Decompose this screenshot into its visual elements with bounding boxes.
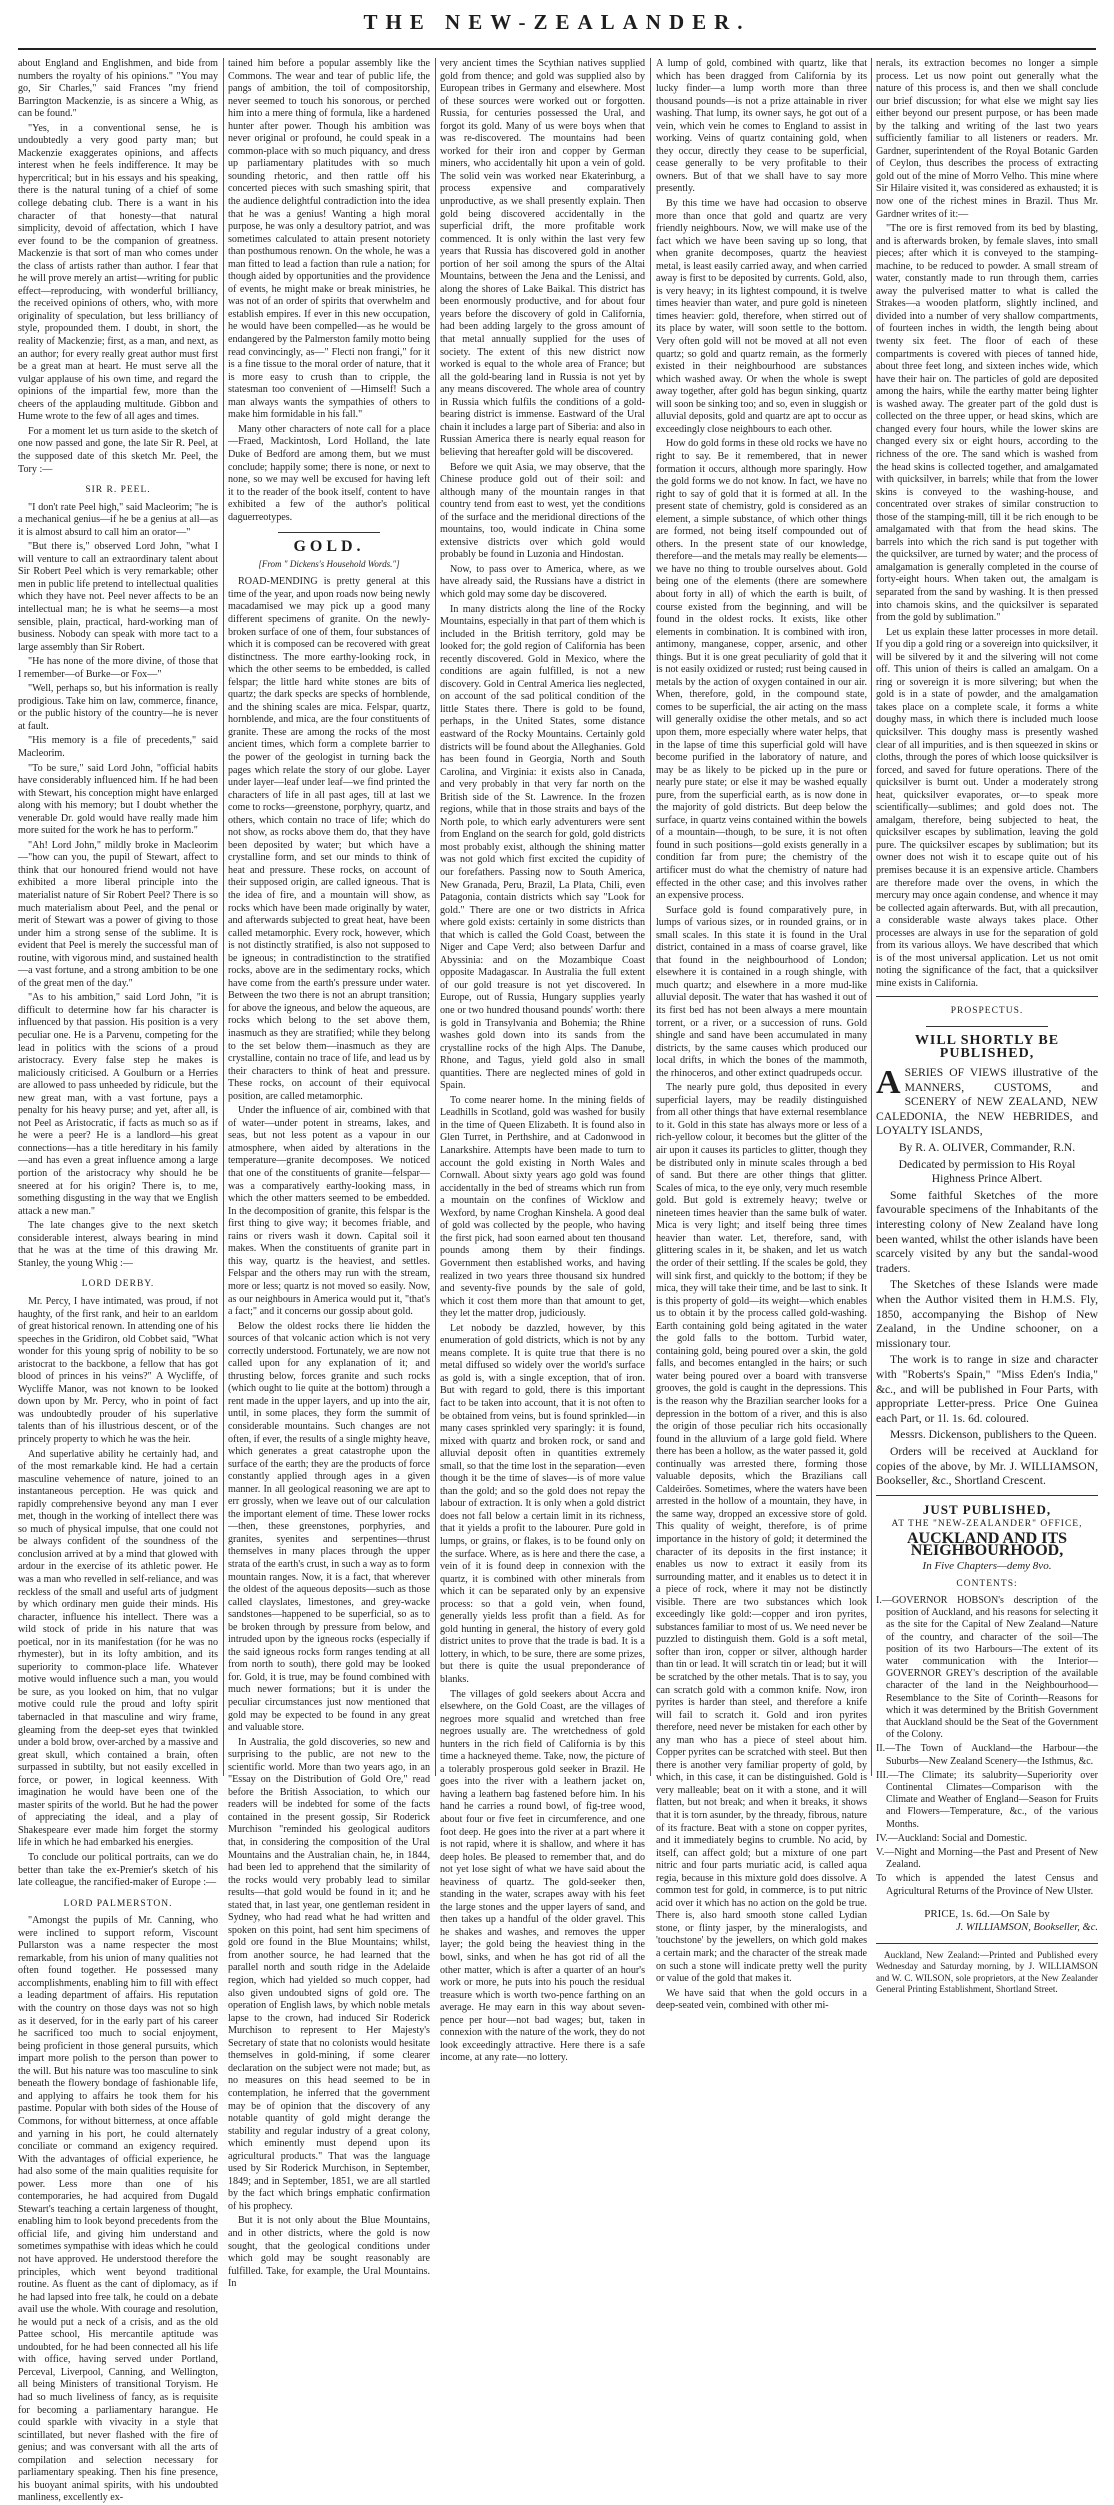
masthead — [0, 0, 1114, 52]
paragraph: The Sketches of these Islands were made when the Author visited them in H.M.S. Fly, 1850, accompanying the Bishop of New Zealand, in the Undine schooner, on a missionary tour. — [876, 1278, 1098, 1350]
subheading-lord-derby: LORD DERBY. — [81, 1279, 155, 1290]
divider — [876, 996, 1098, 997]
prospectus-author: By R. A. OLIVER, Commander, R.N. — [898, 1141, 1076, 1155]
paragraph: "Amongst the pupils of Mr. Canning, who were inclined to support reform, Viscount Pullarston was a name respecter the most remarkable, from his union of many qualities not often found together. He possessed many accomplishments, enabling him to fill with effect a leading department of affairs. His reputation with the country on those days was not so high as it deserved, for in the early part of his career he sacrificed too much to social enjoyment, being proficient in those general pursuits, which impart more polish to the person than power to the will. But his nature was too masculine to sink beneath the flowery bondage of fashionable life, and applying to affairs he took them for his pastime. Popular with both sides of the House of Commons, for without bitterness, at once affable and yarning in his port, he could alternately conciliate or command an exigency required. With the advantages of official experience, he had also some of the main qualities requisite for power. Less more than one of his contemporaries, he had acquired from Dugald Stewart's teaching a certain largeness of thought, enabling him to look beyond precedents from the official life, and giving him understand and sometimes sympathise with ideas which he could not have approved. He understood therefore the principles, which went beyond traditional routine. As fluent as the cant of diplomacy, as if he had lapsed into free talk, he could on a debate avail use the whole. With courage and resolution, he would put a neck of a crisis, and as the old Pattee school, His mercantile aptitude was undoubted, for he had been connected all his life with office, having served under Portland, Perceval, Liverpool, Canning, and Wellington, all being Ministers of transitional Toryism. He had so much liveliness of fancy, as is requisite for becoming a parliamentary harangue. He could sparkle with vivacity in a style that scintillated, but never flashed with the fire of genius; and was conversant with all the arts of compilation and selection necessary for parliamentary speaking. Then his fine presence, his buoyant animal spirits, with his undoubted manliness, excellently ex- — [18, 1915, 218, 2504]
column-2 — [228, 58, 430, 2290]
price-line: PRICE, 1s. 6d.—On Sale by — [924, 1907, 1050, 1920]
paragraph: For a moment let us turn aside to the sketch of one now passed and gone, the late Sir R. Peel, at the supposed date of this sketch Mr. Peel, the Tory :— — [18, 425, 218, 475]
paragraph: "To be sure," said Lord John, "official habits have considerably influenced him. If he had been with Stewart, his conception might have enlarged along with his memory; but I doubt whether the venerable Dr. gold would have really made him more suited for the work he has to perform." — [18, 762, 218, 837]
contents-item: V.—Night and Morning—the Past and Present of New Zealand. — [876, 1847, 1098, 1871]
paragraph: very ancient times the Scythian natives supplied gold from thence; and gold was supplied also by European tribes in Germany and elsewhere. Most of these sources were worked out or forgotten. Russia, for centuries possessed the Ural, and forgot its gold. Many of us were boys when that was re-discovered. The mountains had been worked for their iron and copper by German miners, who accidentally hit upon a vein of gold. The solid vein was worked near Ekaterinburg, a process expensive and comparatively unproductive, as we shall presently explain. Then gold being discovered accidentally in the superficial drift, the more profitable work commenced. It is only within the last very few years that Russia has discovered gold in another portion of her soil among the spurs of the Altai Mountains, between the Jena and the Lenissi, and along the shores of Lake Baikal. This district has been enormously productive, and for about four years before the discovery of gold in California, had been adding largely to the gross amount of that metal annually supplied for the uses of society. The extent of this new district now worked is equal to the whole area of France; but all the gold-bearing land in Russia is not yet by any means discovered. The whole area of country in Russia which fulfils the conditions of a gold-bearing district is immense. Eastward of the Ural chain it includes a large part of Siberia: and also in Russian America there is nearly equal reason for believing that hereafter gold will be discovered. — [440, 58, 645, 458]
column-3 — [440, 58, 645, 2064]
paragraph: To come nearer home. In the mining fields of Leadhills in Scotland, gold was washed for busily in the time of Queen Elizabeth. It is found also in Glen Turret, in Perthshire, and at Cadonwood in Lanarkshire. Attempts have been made to turn to account the gold existing in North Wales and Cornwall. About sixty years ago gold was found accidentally in the bed of streams which run from a mountain on the confines of Wicklow and Wexford, by name Croghan Kinshela. A good deal of gold was collected by the people, who having the first pick, had soon earned about ten thousand pounds among them by their findings. Government then established works, and having realized in two years three thousand six hundred and seventy-five pounds by the sale of gold, which it cost them more than that amount to get, they let the matter drop, judiciously. — [440, 1094, 645, 1320]
book-subtitle: In Five Chapters—demy 8vo. — [922, 1559, 1052, 1572]
paragraph: And superlative ability he certainly had, and of the most remarkable kind. He had a certain masculine vehemence of nature, joined to an instantaneous perception. He was quick and rapidly comprehensive beyond any man I ever met, though in the working of intellect there was so much of physical impulse, that one could not be always confident of the soundness of the conclusion arrived at by a mind that glowed with ardour in the exercise of its athletic power. He was a man who revelled in self-reliance, and was reckless of the small and useful arts of judgment by which ordinary men guide their minds. His character, influence his intellect. There was a wild stock of pride in his nature that was poetical, nor in its manifestation (for he was no rhymester), but in its lofty ambition, and its superiority to common-place life. Whatever motive would influence such a man, you would be sure, as you looked on him, that no vulgar motive could rule the proud and lofty spirit tabernacled in that masculine and wiry frame, gleaming from the deep-set eyes that twinkled under a bold brow, over-arched by a massive and great skull, which contained a brain, often surpassed in subtilty, but not easily excelled in force, or power, in logical keenness. With imagination he would have been one of the master spirits of the world. But he had the power of appreciating the ideal, and a play of Shakespeare ever made him forget the stormy life in which he had embarked his energies. — [18, 1448, 218, 1849]
paragraph: ROAD-MENDING is pretty general at this time of the year, and upon roads now being newly macadamised we may pick up a good many different specimens of granite. On the newly-broken surface of one of them, four substances of which it is composed can be recovered with great distinctness. The more earthy-looking rock, in which the other seems to be embedded, is called felspar; the little hard white stones are bits of quartz; the dark specks are specks of hornblende, and the shining scales are mica. Felspar, quartz, hornblende, and mica, are the four constituents of granite. These are among the rocks of the most ancient times, which form a complete barrier to the power of the geologist in turning back the pages which relate the story of our globe. Layer under layer—leaf under leaf—we find printed the characters of life in all past ages, till at last we come to rocks—greenstone, porphyry, quartz, and others, which contain no trace of life; which do not show, as rocks above them do, that they have been deposited by water; but which have a crystalline form, and set our minds to think of heat and pressure. These rocks, on account of their supposed origin, are called igneous. That is the idea of fire, and a mountain will show, as rocks which have been made originally by water, and afterwards subjected to great heat, have been called metamorphic. Every rock, however, which is not distinctly stratified, is also not supposed to be igneous; in contradistinction to the stratified rocks, above are in the sedimentary rocks, which have come from the earth's pressure under water. Between the two there is not an abrupt transition; for above the igneous, and below the aqueous, are rocks which belong to the set above them, inasmuch as they are stratified; while they belong to the set below them—inasmuch as they are crystalline, contain no trace of life, and lead us by their characters to think of heat and pressure. These rocks, on account of their equivocal position, are called metamorphic. — [228, 576, 430, 1102]
prospectus-ad — [876, 1005, 1098, 1488]
paragraph: Under the influence of air, combined with that of water—under potent in streams, lakes, and seas, but not less potent as a vapour in our atmosphere, when aided by alterations in the temperature—granite decomposes. We noticed that one of the constituents of granite—felspar—was a comparatively earthy-looking mass, in which the other matters seemed to be embedded. In the decomposition of granite, this felspar is the first thing to give way; it becomes friable, and rains or rivers wash it down. Capital soil it makes. When the constituents of granite part in this way, quartz is the heaviest, and settles. Felspar and the others may run with the stream, more or less; quartz is not moved so easily. Now, as our neighbours in America would put it, "that's a fact;" and it concerns our gossip about gold. — [228, 1105, 430, 1318]
paragraph: In Australia, the gold discoveries, so new and surprising to the public, are not new to the scientific world. More than two years ago, in an "Essay on the Distribution of Gold Ore," read before the British Association, to which our readers will be indebted for some of the facts contained in the present gossip, Sir Roderick Murchison "reminded his geological auditors that, in considering the composition of the Ural Mountains and the Australian chain, he, in 1844, had been led to apprehend that the similarity of the rocks would very probably lead to similar results—that gold would be found in it; and he stated that, in last year, one gentleman resident in Sydney, who had read what he had written and spoken on this point, had sent him specimens of gold ore found in the Blue Mountains; whilst, from another source, he had learned that the parallel north and south ridge in the Adelaide region, which had yielded so much copper, had also given undoubted signs of gold ore. The operation of English laws, by which noble metals lapse to the crown, had induced Sir Roderick Murchison to represent to Her Majesty's Secretary of state that no colonists would hesitate themselves in gold-mining, if some clearer declaration on the subject were not made; but, as no measures on this head seemed to be in contemplation, he inferred that the government may be of opinion that the discovery of any notable quantity of gold might derange the stability and regular industry of a great colony, which eminently must depend upon its agricultural products." That was the language used by Sir Roderick Murchison, in September, 1849; and in September, 1851, we are all startled by the fact which brings emphatic confirmation of his prophecy. — [228, 1736, 430, 2212]
paragraph: tained him before a popular assembly like the Commons. The wear and tear of public life, the pangs of ambition, the toil of compositorship, never seemed to touch his sonorous, or perched him into a mere thing of formula, like a hardened hunter after power. Though his ambition was never original or profound, he could speak in a common-place with so much piquancy, and dress up parliamentary platitudes with so much sounding rhetoric, and then rattle off his concerted pieces with such smashing spirit, that the audience delightful contradiction into the idea that he was a genius! Wanting a high moral purpose, he was only a desultory patriot, and was sometimes calculated to attain present notoriety than posthumous renown. On the whole, he was a man fitted to lead a faction than rule a nation; for though aided by opportunities and the providence of events, he might make or break ministries, he was not of an order of spirits that overwhelm and establish empires. If ever in this new occupation, he would have been compelled—as he would be endangered by the Palmerston family motto being read convincingly, as—" Flecti non frangi," for it is a fine tissue to the moral order of nature, that it is more easy to crush than to cripple, the statesman too convenient of —Himself! Such a man always wants the sympathies of others to make him formidable in his fall." — [228, 58, 430, 421]
paragraph: Below the oldest rocks there lie hidden the sources of that volcanic action which is not very correctly understood. Fortunately, we are now not called upon for any explanation of it; and thrusting below, forces granite and such rocks (which ought to lie quite at the bottom) through a rent made in the upper layers, and up into the air, until, in some places, they form the summit of considerable mountains. Such changes are not often, if ever, the results of a single mighty heave, which generates a great catastrophe upon the surface of the earth; they are the products of force constantly applied through ages in a given manner. In all geological reasoning we are apt to err grossly, when we leave out of our calculation the important element of time. These lower rocks—then, these greenstones, porphyries, and granites, syenites and serpentines—thrust themselves in many places through the upper strata of the earth's crust, in such a way as to form mountain ranges. Now, it is a fact, that wherever the oldest of the aqueous deposits—such as those called clayslates, limestones, and grey-wacke sandstones—happened to be superficial, so as to be broken through by pressure from below, and intruded upon by the igneous rocks (especially if the said igneous rocks form ranges tending at all from north to south), there gold may be looked for. Gold, it is true, may be found combined with much newer formations; but it is under the peculiar circumstances just now mentioned that gold may be expected to be found in any great and valuable store. — [228, 1320, 430, 1734]
paragraph: "Well, perhaps so, but his information is really prodigious. Take him on law, commerce, finance, or the public history of the country—he is never at fault. — [18, 683, 218, 732]
column-rule — [435, 58, 436, 1776]
contents-item: I.—GOVERNOR HOBSON's description of the position of Auckland, and his reasons for selecting it as the site for the Capital of New Zealand—Nature of the country, and character of the soil—The position of its two Harbours—The extent of its water communication with the Interior—GOVERNOR GREY's description of the available character of the land in the Neighbourhood—Resemblance to the Site of Corinth—Reasons for which it was determined by the British Government that Auckland should be the Seat of the Government of the Colony. — [876, 1595, 1098, 1741]
paragraph: "He has none of the more divine, of those that I remember—of Burke—or Fox—" — [18, 656, 218, 680]
contents-item: IV.—Auckland: Social and Domestic. — [876, 1832, 1028, 1844]
divider — [926, 1026, 1048, 1027]
drop-cap: A — [876, 1064, 901, 1102]
paragraph: The late changes give to the next sketch considerable interest, always bearing in mind that he was at the time of this drawing Mr. Stanley, the young Whig :— — [18, 1220, 218, 1269]
contents-list — [876, 1595, 1098, 1898]
paragraph: Mr. Percy, I have intimated, was proud, if not haughty, of the first rank, and heir to an earldom of great historical renown. In attending one of his speeches in the Gridiron, old Cobbet said, "What wonder for this young sprig of nobility to be so aristocrat to the backbone, a fellow that has got blood of princes in his veins?" A Wycliffe, of Wycliffe Manor, was not known to be looked down upon by Mr. Percy, who in point of fact was undoubtedly prouder of his superlative talents than of his illustrious descent, or of the princely property to which he was the heir. — [18, 1295, 218, 1445]
paragraph: Let nobody be dazzled, however, by this enumeration of gold districts, which is not by any means complete. It is quite true that there is no metal diffused so widely over the world's surface as gold is, with a single exception, that of iron. But with regard to gold, there is this important fact to be taken into account, that it is not often to be obtained from veins, but is found sprinkled—in many cases sprinkled very sparingly: it is found, mixed with quartz and broken rock, or sand and alluvial deposit often in quantities extremely small, so that the time lost in the separation—even though it be the time of slaves—is of more value than the gold; and so the gold does not repay the labour of extraction. It is only when a gold district does not fall below a certain limit in its richness, that it yields a profit to the labourer. Pure gold in lumps, or grains, or flakes, is to be found only on the surface. Where, as is here and there the case, a vein of it is found deep in connexion with the quartz, it is combined with other minerals from which it can be separated only by an expensive process: so that a gold vein, when found, generally yields less profit than a field. As for gold hunting in general, the history of every gold district unites to prove that the trade is bad. It is a lottery, in which, to be sure, there are some prizes, but there is quite the usual preponderance of blanks. — [440, 1322, 645, 1685]
newspaper-title: THE NEW-ZEALANDER. — [363, 10, 751, 34]
just-published-heading: JUST PUBLISHED, — [922, 1501, 1052, 1517]
paragraph: By this time we have had occasion to observe more than once that gold and quartz are very friendly neighbours. Now, we will make use of the fact which we have been saving up so long, that when granite decomposes, quartz the heaviest metal, is least easily carried away, and when carried away is first to be deposited by currents. Gold, also, is very heavy; in its lightest compound, it is twelve times heavier than water, and pure gold is nineteen times heavier: gold, therefore, when stirred out of its place by water, will soon settle to the bottom. Very often gold will not be moved at all not even quartz; so gold and quartz remain, as the formerly existed in their neighbourhood are substances which washed away. Or when the whole is swept away together, after gold has begun sinking, quartz will soon be sinking too; and so, even in sluggish or alluvial deposits, gold and quartz are apt to occur as exceedingly close neighbours to each other. — [656, 198, 867, 435]
subheading-lord-palmerston: LORD PALMERSTON. — [63, 1898, 173, 1909]
paragraph: Before we quit Asia, we may observe, that the Chinese produce gold out of their soil: and although many of the mountain ranges in that country tend from east to west, yet the conditions of the surface and the meridional directions of the mountains, too, would indicate in China some extensive districts over which gold would probably be found in Luzonia and Hindostan. — [440, 461, 645, 561]
divider — [278, 532, 380, 533]
paragraph: We have said that when the gold occurs in a deep-seated vein, combined with other mi- — [656, 1987, 867, 2012]
subheading-sir-r-peel: SIR R. PEEL. — [85, 485, 151, 496]
book-title: AUCKLAND AND ITS NEIGHBOURHOOD, — [906, 1529, 1068, 1560]
paragraph: "I don't rate Peel high," said Macleorim; "he is a mechanical genius—if he be a genius at all—as it is almost absurd to call him an orator—" — [18, 501, 218, 538]
prospectus-intro — [876, 1066, 1098, 1139]
paragraph: To conclude our political portraits, can we do better than take the ex-Premier's sketch of his late colleague, the rancified-maker of Europe :— — [18, 1852, 218, 1889]
paragraph: The nearly pure gold, thus deposited in every superficial layers, may be readily distinguished from all other things that have external resemblance to it. Gold in this state has always more or less of a rich-yellow colour, it becomes but the glitter of the air upon it causes its particles to glitter, though they be distributed only in minute scales through a bed of sand. But there are other things that glitter. Scales of mica, to the eye only, very much resemble gold. But gold is extremely heavy; twelve or nineteen times heavier than the same bulk of water. Mica is very light; and itself being three times heavier than water. Let, therefore, sand, with glittering scales in it, be shaken, and let us watch the order of their settling. If the scales be gold, they will sink first, and quickly to the bottom; if they be mica, they will take their time, and be last to sink. It is this property of gold—its weight—which enables us to obtain it by the process called gold-washing. Earth containing gold being agitated in the water the gold falls to the bottom. Turbid water, containing gold, being poured over a skin, the gold falls, and becomes entangled in the hairs; or such water being poured over a board with transverse grooves, the gold is caught in the depressions. This is the reason why the Brazilian searcher looks for a depression in the bottom of a river, and this is also the origin of those peculiar rich hits occasionally found in the alluvium of a large gold field. Where there has been a hollow, as the water passed it, gold continually was arrested there, forming those valuable deposits, which the Brazilians call Caldeirões. Sometimes, where the waters have been arrested in the hollow of a mountain, they have, in the same way, dropped an excessive store of gold. This quality of weight, therefore, is of prime importance in the history of gold; it determined the character of its deposits in the first instance; it enables us now to extract it easily from its surrounding matter, and it enables us to detect it in a piece of rock, where it may not be distinctly visible. There are two substances which look exceedingly like gold:—copper and iron pyrites, substances familiar to most of us. We need never be puzzled to distinguish them. Gold is a soft metal, softer than iron, copper or silver, although harder than tin or lead. It will scratch tin or lead; but it will be scratched by the other metals. That is to say, you can scratch gold with a common knife. Now, iron pyrites is harder than steel, and therefore a knife will fail to scratch it. Gold and iron pyrites therefore, need never be mistaken for each other by any man who has a piece of steel about him. Copper pyrites can be scratched with steel. But then there is another very familiar property of gold, by which, in this case, it can be distinguished. Gold is very malleable; beat on it with a stone, and it will flatten, but not break; and when it breaks, it shows that it is torn asunder, by the thready, fibrous, nature of its fracture. Beat with a stone on copper pyrites, and it immediately begins to crumble. No acid, by itself, can affect gold; but a mixture of one part nitric and four parts muriatic acid, is called aqua regia, because in this mixture gold does dissolve. A common test for gold, in commerce, is to put nitric acid over it which has no action on the gold be true. There is, also hard smooth stone called Lydian stone, or flinty jasper, by the mineralogists, and 'touchstone' by the jewellers, on which gold makes a certain mark; and the character of the streak made on such a stone will indicate pretty well the purity or value of the gold that makes it. — [656, 1082, 867, 1985]
just-published-at: AT THE "NEW-ZEALANDER" OFFICE, — [891, 1519, 1083, 1530]
divider — [876, 1495, 1098, 1496]
paragraph: "The ore is first removed from its bed by blasting, and is afterwards broken, by female slaves, into small pieces; after which it is conveyed to the stamping-machine, to be reduced to powder. A small stream of water, constantly made to run through them, carries away the pulverised matter to what is called the Strakes—a wooden platform, slightly inclined, and divided into a number of very shallow compartments, of fourteen inches in width, the length being about twenty six feet. The floor of each of these compartments is covered with pieces of tanned hide, about three feet long, and sixteen inches wide, which have their hair on. The particles of gold are deposited among the hairs, while the earthy matter being lighter is washed away. The greater part of the gold dust is collected on the three upper, or head skins, which are changed every four hours, while the lower skins are changed every six or eight hours, according to the richness of the ore. The sand which is washed from the head skins is collected together, and amalgamated with quicksilver, in barrels; while that from the lower skins is conveyed to the washing-house, and concentrated over strakes of similar construction to those of the stamping-mill, till it be rich enough to be amalgamated with that from the head skins. The barrels into which the rich sand is put together with the quicksilver, are turned by water; and the process of amalgamation is generally completed in the course of forty-eight hours. When taken out, the amalgam is separated from the sand by washing. It is then pressed into chamois skins, and the quicksilver is separated from the gold by sublimation." — [876, 223, 1098, 624]
contents-item: To which is appended the latest Census and Agricultural Returns of the Province of New Ulster. — [876, 1873, 1098, 1897]
prospectus-intro-text: SERIES OF VIEWS illustrative of the MANNERS, CUSTOMS, and SCENERY of NEW ZEALAND, NEW CALEDONIA, the NEW HEBRIDES, and LOYALTY ISLANDS, — [876, 1066, 1098, 1138]
paragraph: Orders will be received at Auckland for copies of the above, by Mr. J. WILLIAMSON, Bookseller, &c., Shortland Crescent. — [876, 1444, 1098, 1488]
column-rule — [650, 58, 651, 1776]
paragraph: "Yes, in a conventional sense, he is undoubtedly a very good party man; but Mackenzie exaggerates opinions, and affects interest when he feels indifference. It may be hypercritical; but in his essays and his speaking, there is the natural tuning of a chief of some college debating club. There is a want in his character of that honesty—that natural simplicity, devoid of affectation, which I have ever found to be the companion of greatness. Mackenzie is that sort of man who comes under the class of artists rather than author. I fear that he will prove merely an artist—writing for public effect—reproducing, with wonderful brilliancy, the received opinions of others, who, with more originality of speculation, but less brilliancy of style, propounded them. I doubt, in short, the reality of Mackenzie; first, as a man, and next, as an author; for every really great author must first be a great man at heart. He must serve all the vulgar applause of his own time, and regard the opinions of the impartial few, more than the cheers of the applauding multitude. Gibbon and Hume wrote to the few of all ages and times. — [18, 122, 218, 423]
column-5 — [876, 58, 1098, 1995]
paragraph: Let us explain these latter processes in more detail. If you dip a gold ring or a sovereign into quicksilver, it will be silvered by it and the silvering will not come off. This union of theirs is called an amalgam. On a ring or sovereign it is more silvering; but when the gold is in a state of powder, and the amalgamation takes place on a complete scale, it forms a white doughy mass, in which there is included much loose quicksilver. This doughy mass is presently washed clear of all impurities, and is then squeezed in skins or cloths, through the pores of which loose quicksilver is forced, and saved for future operations. There of the quicksilver is burnt out. Under a moderately strong heat, quicksilver evaporates, or—to speak more scientifically—sublimes; and gold does not. The amalgam, therefore, being subjected to heat, the quicksilver escapes by sublimation, leaving the gold pure. The quicksilver escapes by sublimation; but its owner does not wish it to escape quite out of his premises because it is an expensive article. Chambers are therefore made over the ovens, in which the mercury may once again condense, and whence it may be collected again afterwards. But, with all precaution, a considerable waste always takes place. Other processes are always in use for the separation of gold from its various alloys. We have described that which is of the most universal application. Let us not omit noting the significance of the fact, that a quicksilver mine exists in California. — [876, 626, 1098, 989]
column-rule — [223, 58, 224, 1776]
paragraph: "As to his ambition," said Lord John, "it is difficult to determine how far his character is influenced by that passion. His position is a very peculiar one. He is a Parvenu, competing for the lead in politics with the scions of a proud aristocracy. Every false step he makes is maliciously criticised. A Goulburn or a Herries are allowed to pass unheeded by ridicule, but the new great man, with a vast fortune, pays a penalty for his heavy purse; and yet, after all, is not Peel as Aristocratic, if facts as much so as if he were a peer? He is a landlord—his great connections—has a title hereditary in his family—and has even a great influence among a large portion of the aristocracy why should he be sneered at for his origin? There is, to me, something disgusting in the way that we English attack a new man." — [18, 992, 218, 1217]
paragraph: nerals, its extraction becomes no longer a simple process. Let us now point out generally what the nature of this process is, and then we shall conclude our brief discussion; for what else we might say lies either beyond our present purpose, or has been made by the talking and writing of the last two years sufficiently familiar to all listeners or readers. Mr. Gardner, superintendent of the Royal Botanic Garden of Ceylon, thus describes the process of extracting gold out of the mine of Morro Velho. This mine where Sir Hilaire visited it, was considered as exhausted; it is now one of the richest mines in Brazil. Thus Mr. Gardner writes of it:— — [876, 58, 1098, 220]
paragraph: The work is to range in size and character with "Roberts's Spain," "Miss Eden's India," &c., and will be published in Four Parts, with appropriate Letter-press. Price One Guinea each Part, or 1l. 1s. 6d. coloured. — [876, 1353, 1098, 1425]
paragraph: A lump of gold, combined with quartz, like that which has been dragged from California by its lucky finder—a lump worth more than three thousand pounds—is not a prize attainable in river washing. That lump, its owner says, he got out of a vein, which vein he comes to England to assist in working. Veins of quartz containing gold, when they occur, directly they cease to be superficial, cease generally to be very profitable to their owners. But of that we shall have to say more presently. — [656, 58, 867, 195]
column-1 — [18, 58, 218, 2504]
paragraph: How do gold forms in these old rocks we have no right to say. Be it remembered, that in newer formation it occurs, although more sparingly. How the gold forms we do not know. In fact, we have no right to say of gold that it is formed at all. In the present state of chemistry, gold is considered as an element, a simple substance, of which other things are formed, not being itself compounded out of others. In the present state of our knowledge, therefore—and the metals may really be elements—we have no thing to trouble ourselves about. Gold being one of the elements (there are somewhere about forty in all) of which the earth is built, of course existed from the beginning, and will be found in the oldest rocks. It exists, like other elements in combination. It is combined with iron, antimony, manganese, copper, arsenic, and other things. But it is one great peculiarity of gold that it is not easily oxidized or rusted; rust being caused in metals by the action of oxygen contained in our air. When, therefore, gold, in the compound state, comes to be superficial, the air acting on the mass will generally oxidise the other metals, and so act upon them, more especially where water helps, that in the lapse of time this superficial gold will have become purified in the laboratory of nature, and may be as likely to be picked up in the pure or nearly pure state; or else it may be washed equally pure, from the superficial earth, as is now done in the majority of gold districts. But deep below the surface, in quartz veins contained within the bowels of a mountain—though, to be sure, it is not often found in such positions—gold exists generally in a condition far from pure; the chemistry of the artificer must do what the chemistry of nature had effected in the other case; and this involves rather an expensive process. — [656, 438, 867, 902]
paragraph: Some faithful Sketches of the more favourable specimens of the Inhabitants of the interesting colony of New Zealand have long been wanted, whilst the other islands have been scarcely visited by any but the sandal-wood traders. — [876, 1188, 1098, 1275]
paragraph: But it is not only about the Blue Mountains, and in other districts, where the gold is now sought, that the geological conditions under which gold may be sought reasonably are fulfilled. Take, for example, the Ural Mountains. In — [228, 2215, 430, 2290]
paragraph: Messrs. Dickenson, publishers to the Queen. — [890, 1428, 1097, 1442]
paragraph: In many districts along the line of the Rocky Mountains, especially in that part of them which is included in the British territory, gold may be looked for; the gold region of California has been recently discovered. Gold in Mexico, where the conditions are again fulfilled, is not a new discovery. Gold in Central America lies neglected, on account of the sad political condition of the little States there. There is gold to be found, perhaps, in the United States, some distance eastward of the Rocky Mountains. Certainly gold districts will be found about the Alleghanies. Gold has been found in Georgia, North and South Carolina, and Virginia: it exists also in Canada, and very probably in that very far north on the British side of the St. Lawrence. In the frozen regions, while that in those straits and bays of the North pole, to which early adventurers were sent from England on the search for gold, gold districts most probably exist, although the shining matter was not gold which first excited the cupidity of our forefathers. Passing now to South America, New Granada, Peru, Brazil, La Plata, Chili, even Patagonia, contain districts which say "Look for gold." There are one or two districts in Africa where gold exists: certainly in some districts than that which is called the Gold Coast, between the Niger and Cape Verd; also between Darfur and Abyssinia: and on the Mozambique Coast opposite Madagascar. In Australia the full extent of our gold treasure is not yet discovered. In Europe, out of Russia, Hungary supplies yearly one or two hundred thousand pounds' worth: there is gold in Transylvania and Bohemia; the Rhine washes gold down into its sands from the crystalline rocks of the high Alps. The Danube, Rhone, and Tagus, yield gold also in small quantities. There are neglected mines of gold in Spain. — [440, 603, 645, 1092]
paragraph: Surface gold is found comparatively pure, in lumps of various sizes, or in rounded grains, or in small scales. In this state it is found in the Ural district, contained in a mass of coarse gravel, like that found in the neighbourhood of London; elsewhere it is contained in a rough shingle, with much quartz; and elsewhere in a more mud-like alluvial deposit. The water that has washed it out of its first bed has not been always a mere mountain torrent, or a river, or a succession of runs. Gold shingle and sand have been accumulated in many districts, by the same causes which produced our local drifts, in which the bones of the mammoth, the rhinoceros, and other extinct quadrupeds occur. — [656, 904, 867, 1079]
contents-item: III.—The Climate; its salubrity—Superiority over Continental Climates—Comparison with the Climate and Weather of England—Season for Fruits and Flowers—Temperature, &c., of the various Months. — [876, 1769, 1098, 1830]
divider — [876, 1943, 1098, 1944]
paragraph: Now, to pass over to America, where, as we have already said, the Russians have a district in which gold may some day be discovered. — [440, 563, 645, 600]
paragraph: about England and Englishmen, and bide from numbers the royalty of his opinions." "You may go, Sir Charles," said Frances "my friend Barrington Mackenzie, is as sincere a Whig, as can be found." — [18, 58, 218, 120]
sale-by: J. WILLIAMSON, Bookseller, &c. — [955, 1922, 1098, 1934]
contents-heading: CONTENTS: — [956, 1579, 1018, 1590]
paragraph: "His memory is a file of precedents," said Macleorim. — [18, 735, 218, 759]
article-source: [From " Dickens's Household Words."] — [258, 558, 400, 569]
imprint: Auckland, New Zealand:—Printed and Published every Wednesday and Saturday morning, by J. WILLIAMSON and W. C. WILSON, sole proprietors, at the New Zealander General Printing Establishment, Shortland Street. — [876, 1949, 1098, 1995]
masthead-rule — [18, 48, 1096, 50]
prospectus-dedication: Dedicated by permission to His Royal Highness Prince Albert. — [898, 1157, 1076, 1186]
paragraph: "But there is," observed Lord John, "what I will venture to call an extraordinary talent about Sir Robert Peel which is very remarkable; other men in public life pretend to intellectual qualities which they have not. Peel never affects to be an intellectual man; he is what he seems—a most sensible, plain, practical, hard-working man of business. Nobody can speak with more tact to a large assembly than Sir Robert. — [18, 541, 218, 653]
article-heading-gold: GOLD. — [293, 538, 365, 556]
prospectus-heading: PROSPECTUS. — [950, 1006, 1024, 1017]
paragraph: "Ah! Lord John," mildly broke in Macleorim—"how can you, the pupil of Stewart, affect to think that our honoured friend would not have exhibited a more liberal principle into the materialist nature of Sir Robert Peel? There is so much materialism about Peel, and the penal or merit of Stewart was a power of giving to those under him a strong sense of the sublime. It is evident that Peel is merely the successful man of routine, with vigorous mind, and sustained health—a vast fortune, and a strong ambition to be one of the great men of the day." — [18, 839, 218, 989]
column-4 — [656, 58, 867, 2012]
prospectus-announcement: WILL SHORTLY BE PUBLISHED, — [914, 1033, 1060, 1061]
column-rule — [871, 58, 872, 1776]
contents-item: II.—The Town of Auckland—the Harbour—the Suburbs—New Zealand Scenery—the Isthmus, &c. — [876, 1743, 1098, 1767]
paragraph: The villages of gold seekers about Accra and elsewhere, on the Gold Coast, are the villages of negroes more squalid and wretched than free negroes usually are. The wretchedness of gold hunters in the rich field of California is by this time a hackneyed theme. Take, now, the picture of a tolerably prosperous gold seeker in Brazil. He goes into the river with a leathern jacket on, having a leathern bag fastened before him. In his hand he carries a round bowl, of fig-tree wood, about four or five feet in circumference, and one foot deep. He goes into the river at a part where it is not rapid, where it is shallow, and where it has deep holes. Be pleased to remember that, and do not yet lose sight of what we have said about the heaviness of quartz. The gold-seeker then, standing in the water, scrapes away with his feet the large stones and the upper layers of sand, and then takes up a handful of the older gravel. This he shakes and washes, and removes the upper layer; the gold being the heaviest thing in the bowl, sinks, and when he has got rid of all the other matter, which is after a quarter of an hour's work or more, he puts into his pouch the residual treasure which is worth two-pence farthing on an average. He may earn in this way about seven-pence per hour—not bad wages; but, taken in connexion with the nature of the work, they do not look exceedingly attractive. Here there is a safe income, at any rate—no lottery. — [440, 1688, 645, 2064]
paragraph: Many other characters of note call for a place—Fraed, Mackintosh, Lord Holland, the late Duke of Bedford are among them, but we must conclude; happily some; there is none, or next to none, so we may well be excused for having left it to the reader of the book itself, content to have exhibited a few of the author's political daguerreotypes. — [228, 423, 430, 523]
